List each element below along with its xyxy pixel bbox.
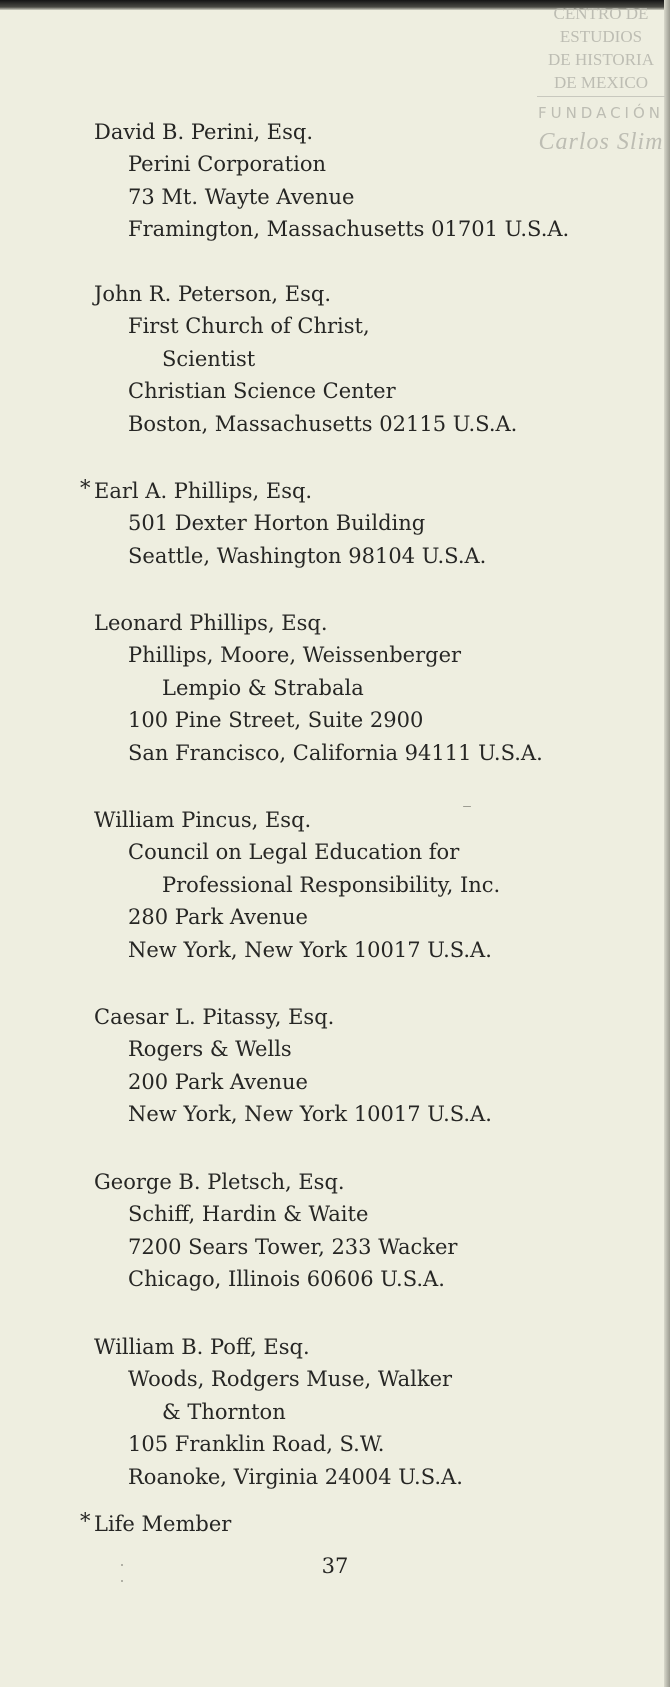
entry-address-line: New York, New York 10017 U.S.A. xyxy=(128,937,492,962)
entry-address-line: Scientist xyxy=(162,346,256,371)
entry-name-line xyxy=(0,475,640,507)
life-member-asterisk: * xyxy=(80,476,91,500)
entry-address-line: Rogers & Wells xyxy=(128,1037,292,1062)
address-entry xyxy=(0,1331,640,1493)
entry-address-line: Professional Responsibility, Inc. xyxy=(162,872,501,897)
page-number: 37 xyxy=(321,1554,349,1578)
entry-address-line: 280 Park Avenue xyxy=(128,905,308,930)
address-entry xyxy=(0,804,640,966)
scan-right-edge xyxy=(664,0,670,1687)
entry-address-line: Woods, Rodgers Muse, Walker xyxy=(128,1367,453,1392)
entry-address-line: Chicago, Illinois 60606 U.S.A. xyxy=(128,1267,445,1292)
entry-address-line: Perini Corporation xyxy=(128,152,327,177)
entry-name: George B. Pletsch, Esq. xyxy=(94,1170,345,1194)
address-entry xyxy=(0,475,640,572)
address-entry xyxy=(0,278,640,440)
entry-address-line: 100 Pine Street, Suite 2900 xyxy=(128,708,424,733)
entry-address-line: Lempio & Strabala xyxy=(162,675,364,700)
address-entry xyxy=(0,1166,640,1296)
watermark-line: DE MEXICO xyxy=(554,73,648,92)
entry-name-line xyxy=(0,278,640,310)
entry-name: William Pincus, Esq. xyxy=(94,808,312,832)
entry-address-line: New York, New York 10017 U.S.A. xyxy=(128,1102,492,1127)
watermark-line: ESTUDIOS xyxy=(559,27,643,46)
entry-address-line: San Francisco, California 94111 U.S.A. xyxy=(128,740,543,765)
entry-address-line: 105 Franklin Road, S.W. xyxy=(128,1432,385,1457)
entry-address-line: 200 Park Avenue xyxy=(128,1069,308,1094)
watermark-foundation: FUNDACIÓN xyxy=(537,104,665,122)
watermark-signature: Carlos Slim xyxy=(538,129,664,155)
entry-name-line xyxy=(0,116,640,148)
entry-address-line: Seattle, Washington 98104 U.S.A. xyxy=(128,543,487,568)
entry-name: John R. Peterson, Esq. xyxy=(94,282,331,306)
entry-address-line: Christian Science Center xyxy=(128,379,396,404)
watermark-divider xyxy=(537,96,665,97)
entry-name-line xyxy=(0,1331,640,1363)
entry-address-line: 73 Mt. Wayte Avenue xyxy=(128,184,355,209)
watermark-line: DE HISTORIA xyxy=(548,50,654,69)
entry-address-line: Council on Legal Education for xyxy=(128,840,460,865)
address-entry xyxy=(0,607,640,769)
entry-address-line: Phillips, Moore, Weissenberger xyxy=(128,643,462,668)
footnote xyxy=(80,1509,232,1536)
entry-name-line xyxy=(0,1166,640,1198)
address-entry xyxy=(0,1001,640,1131)
entry-address-line: First Church of Christ, xyxy=(128,314,370,339)
address-entry xyxy=(0,116,640,246)
entry-name-line xyxy=(0,1001,640,1033)
scan-speck xyxy=(463,806,471,807)
entry-name: William B. Poff, Esq. xyxy=(94,1335,310,1359)
entry-address-line: Boston, Massachusetts 02115 U.S.A. xyxy=(128,411,518,436)
entry-address-line: Roanoke, Virginia 24004 U.S.A. xyxy=(128,1464,463,1489)
entry-name-line xyxy=(0,607,640,639)
footnote-text: Life Member xyxy=(94,1512,232,1536)
scan-speck xyxy=(121,1580,123,1582)
entry-address-line: Schiff, Hardin & Waite xyxy=(128,1202,369,1227)
footnote-asterisk: * xyxy=(80,1509,91,1533)
scan-speck xyxy=(121,1564,123,1566)
entry-address-line: Framington, Massachusetts 01701 U.S.A. xyxy=(128,217,570,242)
entry-address-line: 7200 Sears Tower, 233 Wacker xyxy=(128,1234,458,1259)
entry-name: Leonard Phillips, Esq. xyxy=(94,611,328,635)
watermark-line: CENTRO DE xyxy=(553,4,649,23)
entry-name: Earl A. Phillips, Esq. xyxy=(94,479,313,503)
entry-name: Caesar L. Pitassy, Esq. xyxy=(94,1005,335,1029)
entry-address-line: & Thornton xyxy=(162,1399,286,1424)
entry-address-line: 501 Dexter Horton Building xyxy=(128,511,426,536)
entry-name-line xyxy=(0,804,640,836)
entry-name: David B. Perini, Esq. xyxy=(94,120,314,144)
